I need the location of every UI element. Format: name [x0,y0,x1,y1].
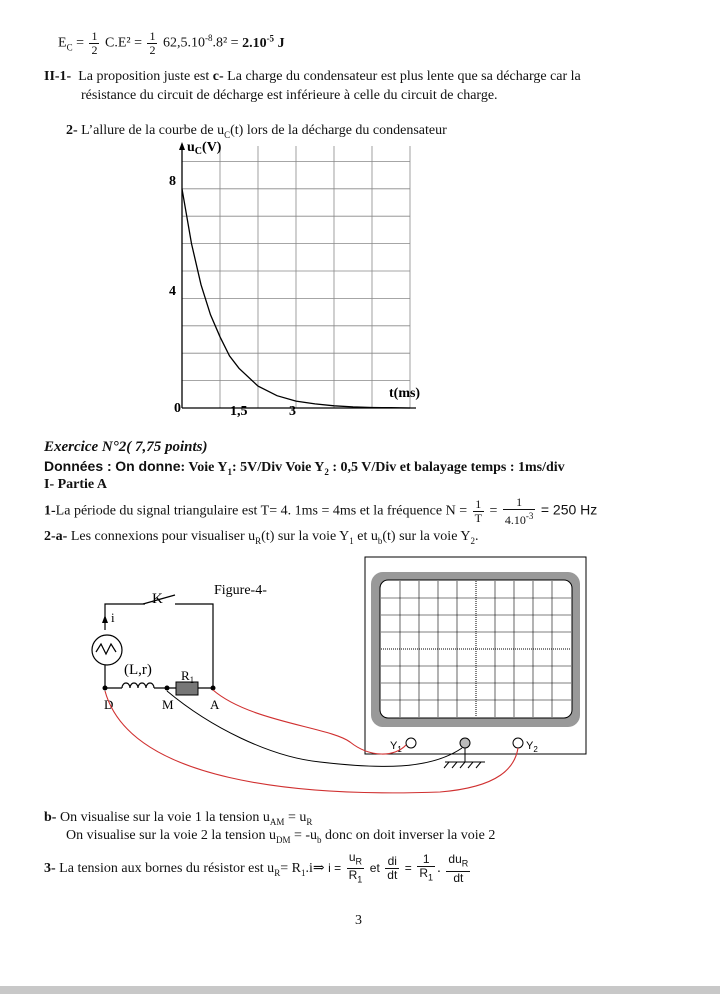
label-a: A [210,697,220,712]
y-tick-4: 4 [169,284,176,299]
question-b-line1: b- On visualise sur la voie 1 la tension $u_{AM} = u_R$ [44,810,313,827]
label-i: i [111,610,115,625]
input-y2[interactable] [513,738,523,748]
figure-caption: Figure-4- [214,583,267,598]
y-tick-8: 8 [169,174,176,189]
label-k: K [152,591,163,607]
origin-tick: 0 [174,401,181,416]
ground-terminal[interactable] [460,738,470,748]
part-title: I- Partie A [44,477,107,492]
question-II-1-line2: résistance du circuit de décharge est inférieure à celle du circuit de charge. [81,88,498,103]
energy-formula: $E_C$ = $\frac{1}{2}$ C.E² = $\frac{1}{2}$ $62,5.10^{-8}.8^2 = 2.10^{-5}$ J [58,29,285,57]
page-number: 3 [355,913,362,928]
y-axis-arrow [179,142,185,150]
exercise-title: Exercice N°2( 7,75 points) [44,439,208,455]
y-axis-label: $u_C(V)$ [187,140,222,157]
x-tick-1-5: 1,5 [230,404,248,419]
generator [92,635,122,665]
coil [122,683,154,688]
question-II-1: II-1- La proposition juste est c- La charge du condensateur est plus lente que sa décharge car la [44,69,581,84]
question-1: 1-La période du signal triangulaire est T= 4. 1ms = 4ms et la fréquence N = $\frac{1}{T}$ = $\frac{1}{4.10^{-3}}$ = 250 Hz [44,495,598,527]
x-axis-label: t(ms) [389,386,421,401]
label-coil: (L,r) [124,662,152,678]
triangle-wave-icon [96,644,116,654]
discharge-graph [160,138,430,423]
label-r1: $R_1$ [181,668,195,685]
question-b-line2: On visualise sur la voie 2 la tension $u_{DM} = -u_b$ donc on doit inverser la voie 2 [66,828,496,845]
label-m: M [162,697,174,712]
figure-4 [0,552,720,802]
current-arrow [102,615,108,623]
input-y1[interactable] [406,738,416,748]
page-bottom-border [0,986,720,994]
label-d: D [104,697,114,712]
question-2: 2- L’allure de la courbe de $u_C(t)$ lors de la décharge du condensateur [66,123,447,140]
x-tick-3: 3 [289,404,296,419]
label-y1: $Y_1$ [390,740,402,754]
label-y2: $Y_2$ [526,740,538,754]
question-3: 3- La tension aux bornes du résistor est $u_R=$ $R_1.i\Rightarrow$ i = $\frac{u_R}{R_1}$ et $\frac{di}{dt}$ = $\frac{1}{R_1}$ . $\frac{du_R}{dt}$ [44,850,469,885]
question-2a: 2-a- Les connexions pour visualiser $u_R(t)$ sur la voie $Y_1$ et $u_b(t)$ sur la voie $Y_2$. [44,529,479,546]
exercise-data: Données : On donne: Voie $Y_1$: 5V/Div Voie $Y_2$ : 0,5 V/Div et balayage temps : 1ms/div [44,458,565,477]
graph-grid [182,146,410,408]
circuit [92,595,213,688]
resistor-r1 [176,682,198,695]
